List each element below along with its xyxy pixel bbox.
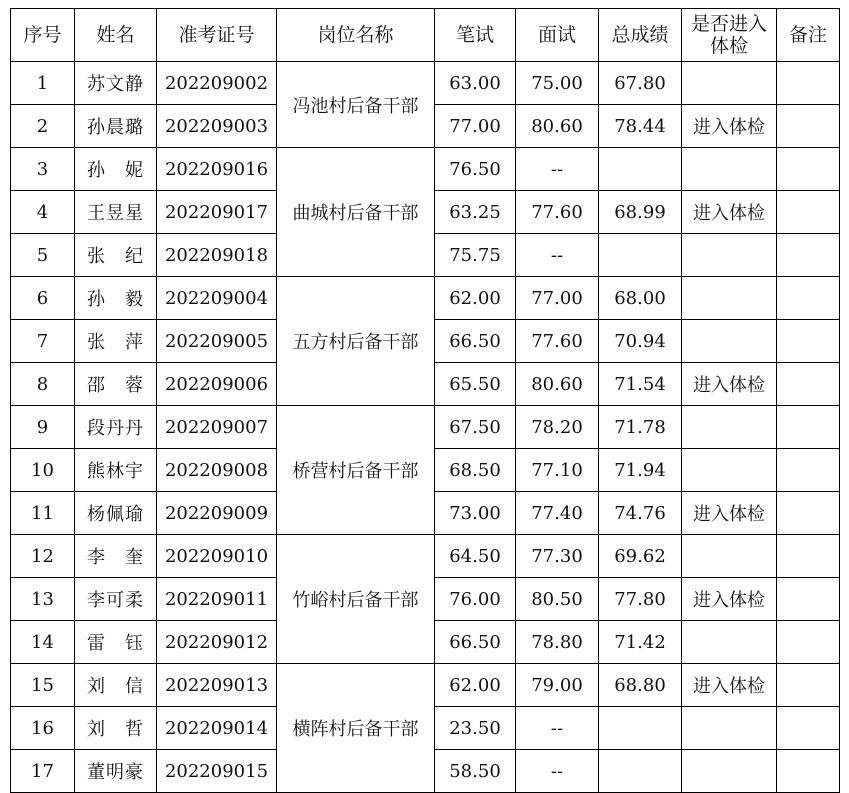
cell-remark: [777, 449, 840, 492]
cell-seq: 11: [11, 492, 75, 535]
cell-written: 66.50: [435, 621, 516, 664]
cell-exam-id: 202209006: [157, 363, 277, 406]
table-row: [11, 277, 840, 320]
cell-written: 73.00: [435, 492, 516, 535]
cell-physical-exam: [682, 750, 777, 793]
cell-total: 71.94: [599, 449, 682, 492]
cell-written: 68.50: [435, 449, 516, 492]
cell-written: 67.50: [435, 406, 516, 449]
cell-name: 张 纪: [75, 234, 157, 277]
cell-physical-exam: 进入体检: [682, 191, 777, 234]
header-exam-id: 准考证号: [157, 9, 277, 62]
cell-remark: [777, 148, 840, 191]
cell-total: 68.80: [599, 664, 682, 707]
cell-seq: 2: [11, 105, 75, 148]
cell-seq: 5: [11, 234, 75, 277]
cell-remark: [777, 578, 840, 621]
cell-interview: 77.60: [516, 191, 599, 234]
cell-exam-id: 202209014: [157, 707, 277, 750]
table-row: [11, 535, 840, 578]
cell-remark: [777, 363, 840, 406]
cell-seq: 8: [11, 363, 75, 406]
cell-physical-exam: [682, 148, 777, 191]
cell-interview: 77.30: [516, 535, 599, 578]
cell-name: 孙晨璐: [75, 105, 157, 148]
cell-total: 71.42: [599, 621, 682, 664]
header-total: 总成绩: [599, 9, 682, 62]
cell-total: [599, 234, 682, 277]
cell-remark: [777, 406, 840, 449]
cell-physical-exam: 进入体检: [682, 664, 777, 707]
header-seq: 序号: [11, 9, 75, 62]
cell-remark: [777, 234, 840, 277]
cell-name: 杨佩瑜: [75, 492, 157, 535]
table-row: [11, 664, 840, 707]
cell-name: 张 萍: [75, 320, 157, 363]
cell-physical-exam: 进入体检: [682, 363, 777, 406]
cell-total: 70.94: [599, 320, 682, 363]
cell-name: 熊林宇: [75, 449, 157, 492]
cell-exam-id: 202209011: [157, 578, 277, 621]
cell-physical-exam: [682, 406, 777, 449]
cell-interview: --: [516, 148, 599, 191]
cell-total: 67.80: [599, 62, 682, 105]
cell-physical-exam: [682, 320, 777, 363]
cell-remark: [777, 535, 840, 578]
cell-interview: 77.60: [516, 320, 599, 363]
cell-exam-id: 202209007: [157, 406, 277, 449]
cell-seq: 10: [11, 449, 75, 492]
cell-post: 桥营村后备干部: [277, 406, 435, 535]
cell-seq: 17: [11, 750, 75, 793]
cell-post: 横阵村后备干部: [277, 664, 435, 793]
cell-physical-exam: [682, 277, 777, 320]
cell-exam-id: 202209013: [157, 664, 277, 707]
cell-total: 78.44: [599, 105, 682, 148]
cell-physical-exam: 进入体检: [682, 492, 777, 535]
cell-physical-exam: 进入体检: [682, 578, 777, 621]
cell-total: 68.99: [599, 191, 682, 234]
cell-total: [599, 707, 682, 750]
cell-interview: --: [516, 234, 599, 277]
cell-written: 62.00: [435, 664, 516, 707]
cell-remark: [777, 277, 840, 320]
cell-post: 曲城村后备干部: [277, 148, 435, 277]
cell-name: 李 奎: [75, 535, 157, 578]
cell-written: 63.25: [435, 191, 516, 234]
cell-remark: [777, 707, 840, 750]
cell-physical-exam: [682, 707, 777, 750]
cell-name: 孙 妮: [75, 148, 157, 191]
cell-name: 刘 哲: [75, 707, 157, 750]
cell-name: 王昱星: [75, 191, 157, 234]
cell-seq: 7: [11, 320, 75, 363]
cell-seq: 3: [11, 148, 75, 191]
cell-exam-id: 202209010: [157, 535, 277, 578]
cell-exam-id: 202209016: [157, 148, 277, 191]
cell-exam-id: 202209003: [157, 105, 277, 148]
cell-exam-id: 202209008: [157, 449, 277, 492]
cell-remark: [777, 750, 840, 793]
cell-post: 竹峪村后备干部: [277, 535, 435, 664]
cell-remark: [777, 664, 840, 707]
cell-remark: [777, 191, 840, 234]
cell-total: 68.00: [599, 277, 682, 320]
cell-remark: [777, 62, 840, 105]
cell-interview: 77.40: [516, 492, 599, 535]
cell-seq: 1: [11, 62, 75, 105]
cell-seq: 6: [11, 277, 75, 320]
cell-physical-exam: [682, 62, 777, 105]
cell-name: 李可柔: [75, 578, 157, 621]
table-row: [11, 148, 840, 191]
cell-written: 65.50: [435, 363, 516, 406]
cell-total: [599, 750, 682, 793]
cell-total: 71.78: [599, 406, 682, 449]
cell-interview: 80.60: [516, 363, 599, 406]
cell-seq: 9: [11, 406, 75, 449]
cell-written: 75.75: [435, 234, 516, 277]
cell-physical-exam: 进入体检: [682, 105, 777, 148]
cell-remark: [777, 621, 840, 664]
cell-remark: [777, 320, 840, 363]
cell-exam-id: 202209004: [157, 277, 277, 320]
cell-name: 段丹丹: [75, 406, 157, 449]
cell-seq: 14: [11, 621, 75, 664]
table-body: [11, 62, 840, 793]
cell-seq: 13: [11, 578, 75, 621]
header-remark: 备注: [777, 9, 840, 62]
cell-exam-id: 202209002: [157, 62, 277, 105]
cell-interview: 77.00: [516, 277, 599, 320]
cell-post: 冯池村后备干部: [277, 62, 435, 148]
cell-interview: --: [516, 750, 599, 793]
cell-physical-exam: [682, 621, 777, 664]
table-header: [11, 9, 840, 62]
header-written: 笔试: [435, 9, 516, 62]
cell-name: 苏文静: [75, 62, 157, 105]
cell-written: 66.50: [435, 320, 516, 363]
cell-total: 77.80: [599, 578, 682, 621]
cell-exam-id: 202209009: [157, 492, 277, 535]
cell-interview: 77.10: [516, 449, 599, 492]
header-row: [11, 9, 840, 62]
cell-post: 五方村后备干部: [277, 277, 435, 406]
cell-exam-id: 202209012: [157, 621, 277, 664]
cell-written: 76.50: [435, 148, 516, 191]
cell-name: 孙 毅: [75, 277, 157, 320]
cell-name: 刘 信: [75, 664, 157, 707]
cell-remark: [777, 492, 840, 535]
cell-seq: 16: [11, 707, 75, 750]
cell-interview: 80.50: [516, 578, 599, 621]
cell-written: 63.00: [435, 62, 516, 105]
cell-written: 58.50: [435, 750, 516, 793]
header-physical-exam: 是否进入体检: [682, 9, 777, 62]
cell-exam-id: 202209017: [157, 191, 277, 234]
cell-name: 董明豪: [75, 750, 157, 793]
cell-remark: [777, 105, 840, 148]
cell-total: [599, 148, 682, 191]
cell-written: 64.50: [435, 535, 516, 578]
cell-interview: 75.00: [516, 62, 599, 105]
cell-written: 76.00: [435, 578, 516, 621]
cell-name: 雷 钰: [75, 621, 157, 664]
header-name: 姓名: [75, 9, 157, 62]
cell-total: 74.76: [599, 492, 682, 535]
cell-written: 62.00: [435, 277, 516, 320]
cell-written: 77.00: [435, 105, 516, 148]
cell-total: 69.62: [599, 535, 682, 578]
cell-interview: 78.20: [516, 406, 599, 449]
table-row: [11, 406, 840, 449]
cell-written: 23.50: [435, 707, 516, 750]
cell-physical-exam: [682, 234, 777, 277]
cell-exam-id: 202209005: [157, 320, 277, 363]
cell-exam-id: 202209018: [157, 234, 277, 277]
cell-interview: 78.80: [516, 621, 599, 664]
score-table: [10, 8, 840, 793]
cell-interview: 79.00: [516, 664, 599, 707]
cell-physical-exam: [682, 535, 777, 578]
header-post: 岗位名称: [277, 9, 435, 62]
cell-interview: 80.60: [516, 105, 599, 148]
cell-name: 邵 蓉: [75, 363, 157, 406]
cell-physical-exam: [682, 449, 777, 492]
table-row: [11, 62, 840, 105]
header-interview: 面试: [516, 9, 599, 62]
cell-seq: 12: [11, 535, 75, 578]
cell-seq: 15: [11, 664, 75, 707]
cell-seq: 4: [11, 191, 75, 234]
cell-interview: --: [516, 707, 599, 750]
cell-total: 71.54: [599, 363, 682, 406]
cell-exam-id: 202209015: [157, 750, 277, 793]
